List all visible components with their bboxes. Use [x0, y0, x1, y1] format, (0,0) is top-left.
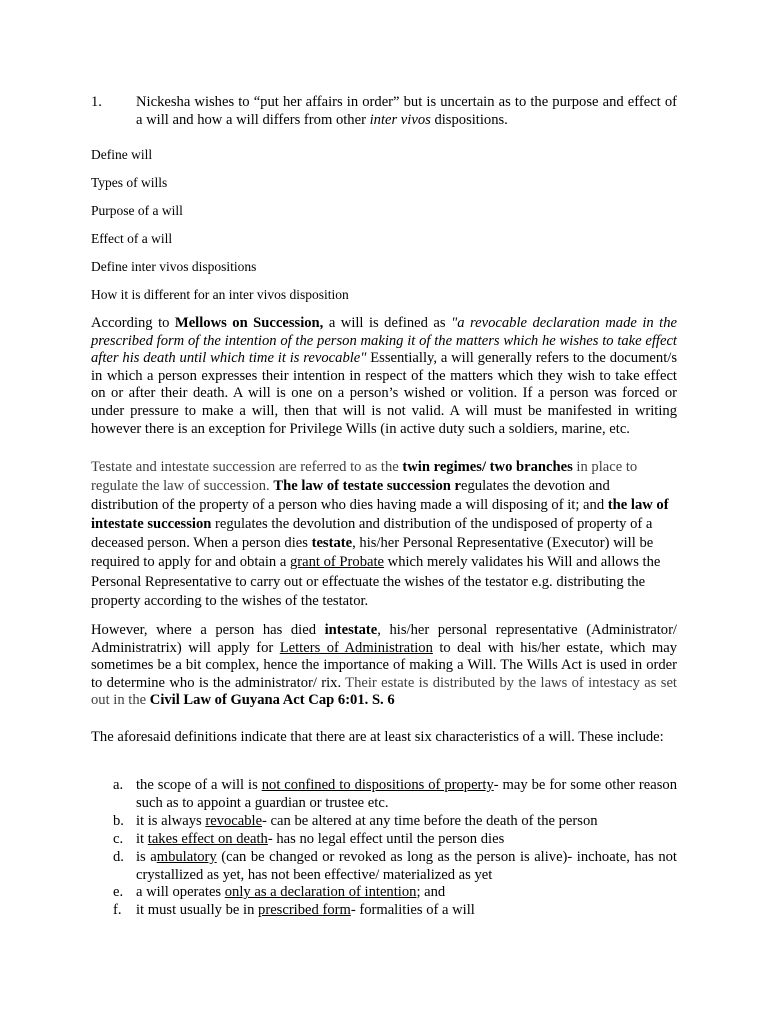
outline-item: Effect of a will	[91, 231, 173, 246]
characteristics-list	[91, 777, 677, 920]
list-item: e. a will operates only as a declaration of intention; and	[113, 884, 446, 901]
outline-item: Define will	[91, 147, 153, 162]
outline-item: Types of wills	[91, 175, 168, 190]
question-text	[136, 94, 677, 129]
list-item: c. it takes effect on death- has no legal effect until the person dies	[113, 830, 505, 847]
list-item: a. the scope of a will is not confined to dispositions of property- may be for some other reason such as to appoint a guardian or trustee etc.	[113, 777, 677, 811]
outline-item: Define inter vivos dispositions	[91, 259, 257, 274]
question-text-emphasis: inter vivos	[369, 111, 431, 128]
definition-quote: "a revocable declaration made in the prescribed form of the intention of the person making it of the matters which he wishes to take effect after his death until which time it is revocable"	[91, 315, 677, 367]
question-text-a: Nickesha wishes to “put her affairs in order” but is uncertain as to the purpose and effect of a will and how a will differs from other	[136, 94, 677, 128]
paragraph-intestate: However, where a person has died intestate, his/her personal representative (Administrator/ Administratrix) will apply for Letters of Administration to deal with his/her estate, which may sometimes be a bit complex, hence the importance of making a Will. The Wills Act is used in order to determine who is the administrator/ rix. Their estate is distributed by the laws of intestacy as set out in the Civil Law of Guyana Act Cap 6:01. S. 6	[91, 622, 677, 709]
outline-item: Purpose of a will	[91, 203, 183, 218]
list-item: d. is ambulatory (can be changed or revoked as long as the person is alive)- inchoate, has not crystallized as yet, has not been effective/ materialized as yet	[113, 848, 677, 883]
question-1	[91, 94, 677, 129]
paragraph-will-definition: According to Mellows on Succession, a will is defined as "a revocable declaration made in the prescribed form of the intention of the person making it of the matters which he wishes to take effect after his death until which time it is revocable" Essentially, a will generally refers to the document/s in which a person expresses their intention in respect of the matters which they wish to take effect on or after their death. A will is one on a person’s wished or volition. If a person was forced or under pressure to make a will, then that will is not valid. A will must be manifested in writing however there is an exception for Privilege Wills (in active duty such a soldiers, marine, etc.	[91, 315, 677, 437]
question-number: 1.	[91, 94, 102, 110]
paragraph-succession: Testate and intestate succession are referred to as the twin regimes/ two branches in place to regulate the law of succession. The law of testate succession regulates the devotion and distribution of the property of a person who dies having made a will disposing of it; and the law of intestate succession regulates the devolution and distribution of the undisposed of property of a deceased person. When a person dies testate, his/her Personal Representative (Executor) will be required to apply for and obtain a grant of Probate which merely validates his Will and allows the Personal Representative to carry out or effectuate the wishes of the testator e.g. distributing the property according to the wishes of the testator.	[91, 459, 669, 609]
source-citation: Mellows on Succession,	[174, 315, 324, 331]
act-citation: Civil Law of Guyana Act Cap 6:01. S. 6	[149, 692, 395, 709]
list-item: f. it must usually be in prescribed form- formalities of a will	[113, 902, 475, 919]
question-text-b: dispositions.	[430, 111, 508, 128]
list-item: b. it is always revocable- can be altered at any time before the death of the person	[113, 812, 598, 829]
outline-item: How it is different for an inter vivos disposition	[91, 287, 349, 302]
paragraph-characteristics-intro: The aforesaid definitions indicate that there are at least six characteristics of a will. These include:	[91, 729, 664, 745]
